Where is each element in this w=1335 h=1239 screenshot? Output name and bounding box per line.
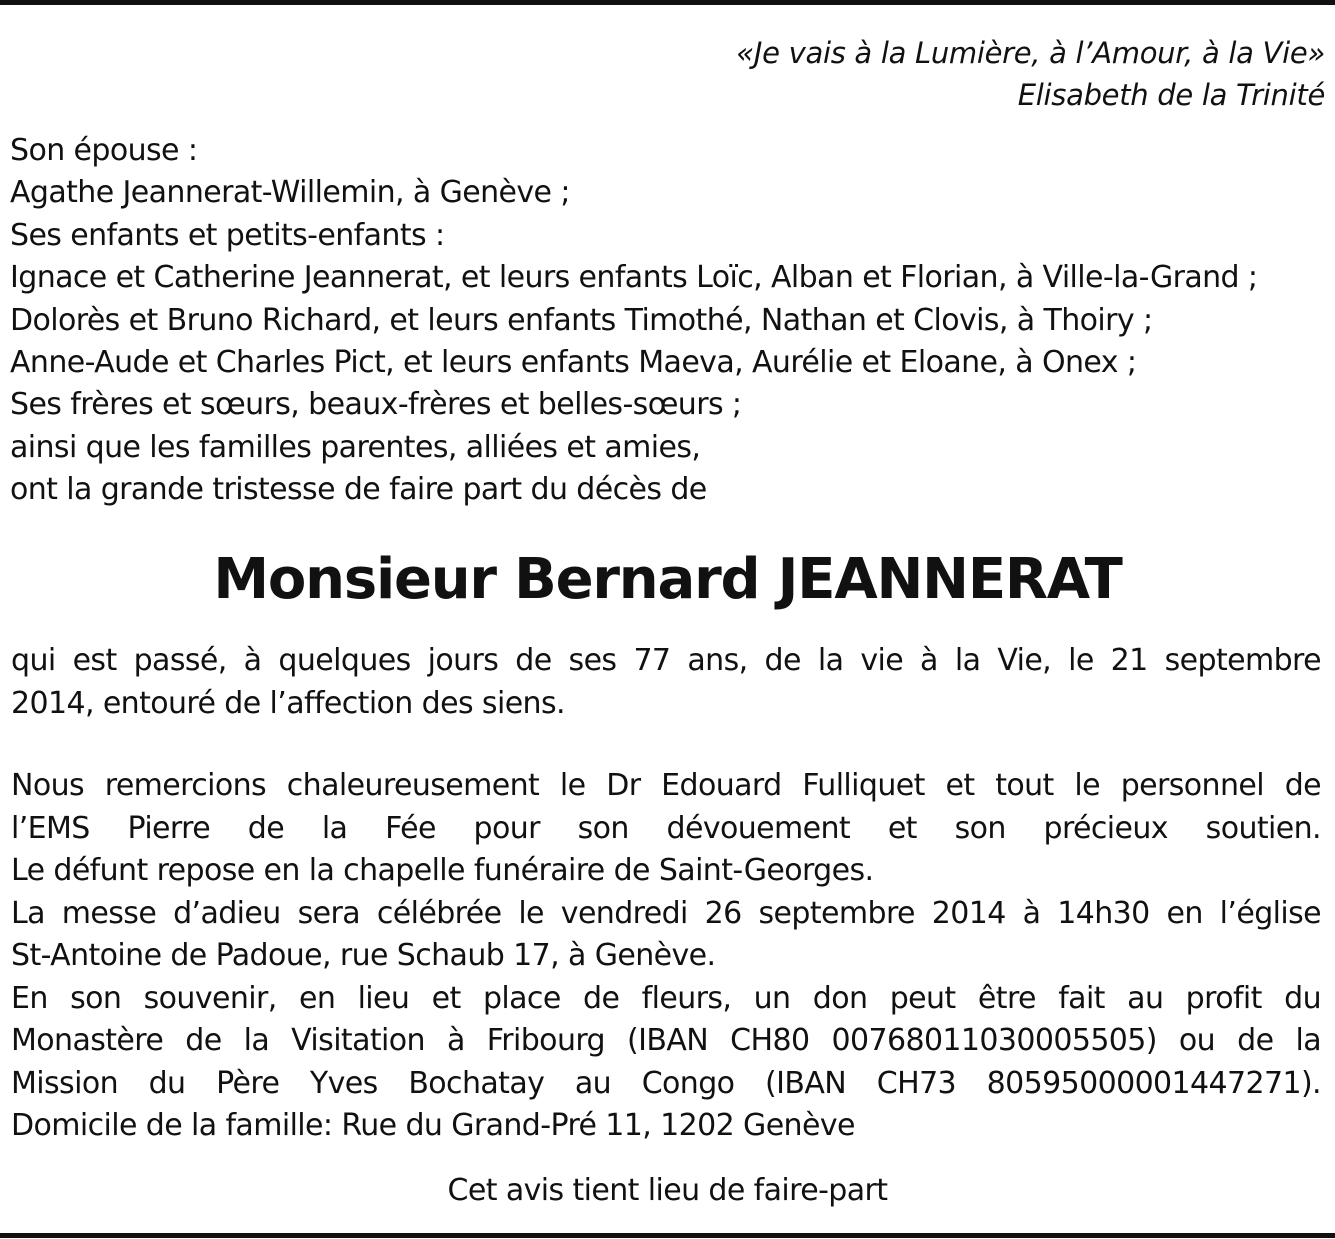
family-list (10, 130, 1330, 512)
passing-line: 2014, entouré de l’affection des siens. (11, 685, 565, 721)
passing-line: qui est passé, à quelques jours de ses 77 ans, de la vie à la Vie, le 21 septembre (11, 643, 1321, 678)
family-line: Son épouse : (10, 133, 198, 168)
family-line: Ses enfants et petits-enfants : (10, 217, 445, 253)
bottom-rule (0, 1233, 1335, 1238)
family-line: ont la grande tristesse de faire part du décès de (10, 472, 707, 508)
notice-line: En son souvenir, en lieu et place de fleurs, un don peut être fait au profit du (11, 980, 1321, 1016)
notice-paragraph (11, 765, 1321, 1148)
notice-line: La messe d’adieu sera célébrée le vendredi 26 septembre 2014 à 14h30 en l’église (11, 895, 1321, 931)
footer-note: Cet avis tient lieu de faire-part (447, 1173, 888, 1208)
notice-line: St-Antoine de Padoue, rue Schaub 17, à Genève. (11, 938, 716, 973)
epigraph-quote (736, 32, 1325, 116)
passing-paragraph (11, 640, 1321, 725)
top-rule (0, 0, 1335, 5)
notice-line: Monastère de la Visitation à Fribourg (IBAN CH80 00768011030005505) ou de la (11, 1023, 1321, 1058)
notice-line: Domicile de la famille: Rue du Grand-Pré 11, 1202 Genève (11, 1108, 855, 1143)
family-line: Ignace et Catherine Jeannerat, et leurs enfants Loïc, Alban et Florian, à Ville-la-Grand ; (10, 260, 1258, 296)
family-line: Agathe Jeannerat-Willemin, à Genève ; (10, 175, 570, 211)
quote-text: «Je vais à la Lumière, à l’Amour, à la Vie» (736, 36, 1325, 70)
notice-line: Mission du Père Yves Bochatay au Congo (IBAN CH73 80595000001447271). (11, 1065, 1321, 1101)
notice-line: Nous remercions chaleureusement le Dr Edouard Fulliquet et tout le personnel de (11, 768, 1321, 803)
notice-line: l’EMS Pierre de la Fée pour son dévouement et son précieux soutien. (11, 810, 1321, 846)
family-line: ainsi que les familles parentes, alliées et amies, (10, 429, 701, 465)
notice-line: Le défunt repose en la chapelle funéraire de Saint-Georges. (11, 853, 874, 888)
deceased-name: Monsieur Bernard JEANNERAT (213, 547, 1122, 612)
family-line: Anne-Aude et Charles Pict, et leurs enfants Maeva, Aurélie et Eloane, à Onex ; (10, 345, 1137, 381)
family-line: Ses frères et sœurs, beaux-frères et belles-sœurs ; (10, 387, 742, 423)
family-line: Dolorès et Bruno Richard, et leurs enfants Timothé, Nathan et Clovis, à Thoiry ; (10, 302, 1153, 338)
quote-author: Elisabeth de la Trinité (1017, 78, 1325, 112)
